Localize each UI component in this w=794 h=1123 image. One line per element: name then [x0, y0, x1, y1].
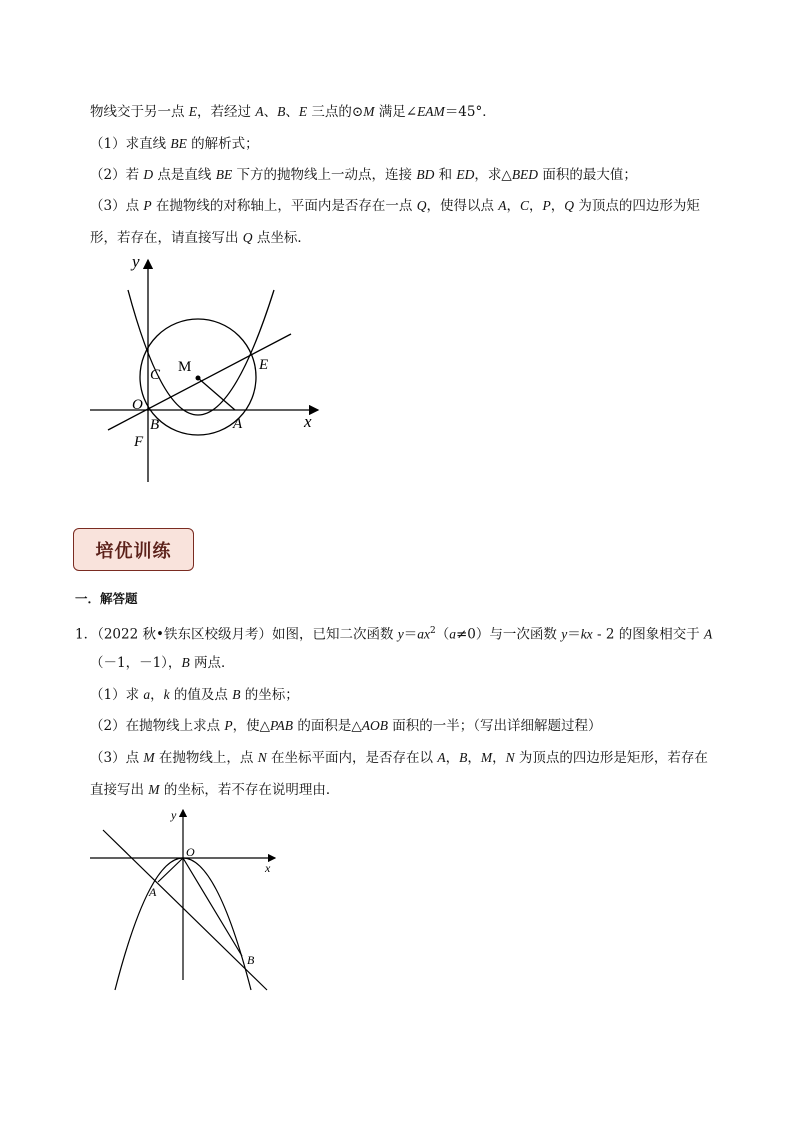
- prev-question-3: （3）点 P 在抛物线的对称轴上，平面内是否存在一点 Q，使得以点 A，C，P，Q 为顶点的四边形为矩: [90, 198, 700, 214]
- label-x: x: [304, 412, 312, 431]
- problem1-question-3: （3）点 M 在抛物线上，点 N 在坐标平面内，是否存在以 A，B，M，N 为顶点的四边形是矩形，若存在: [90, 750, 708, 766]
- label-c: C: [150, 367, 161, 383]
- problem1-question-3-cont: 直接写出 M 的坐标，若不存在说明理由．: [90, 782, 340, 798]
- prev-question-1: （1）求直线 BE 的解析式；: [90, 136, 259, 152]
- segment-ob: [183, 858, 242, 956]
- label-a: A: [149, 885, 157, 899]
- prev-question-2: （2）若 D 点是直线 BE 下方的抛物线上一动点，连接 BD 和 ED，求△BED 面积的最大值；: [90, 167, 637, 183]
- section-heading: 一．解答题: [75, 591, 138, 606]
- label-f: F: [134, 434, 144, 450]
- label-e: E: [259, 357, 269, 373]
- figure-circle-parabola: [80, 250, 340, 490]
- label-b: B: [150, 417, 160, 433]
- line-ab: [103, 830, 267, 990]
- label-x: x: [265, 861, 271, 875]
- problem1-line1: 1．（2022 秋•铁东区校级月考）如图，已知二次函数 $y=ax^2(a\ne 0)$与一次函数 y＝kx - 2 的图象相交于 A: [75, 626, 713, 643]
- line-be: [108, 334, 291, 430]
- label-y: y: [132, 252, 140, 271]
- label-y: y: [171, 808, 177, 822]
- prev-intro-line: 物线交于另一点 E，若经过 A、B、E 三点的⊙M 满足∠EAM＝45°．: [90, 104, 496, 120]
- section-badge-label: 培优训练: [95, 540, 172, 562]
- point-m: [196, 376, 201, 381]
- label-m: M: [178, 359, 192, 375]
- figure-parabola-line: [85, 805, 285, 1000]
- problem1-question-1: （1）求 a，k 的值及点 B 的坐标；: [90, 687, 299, 703]
- problem1-question-2: （2）在抛物线上求点 P，使△PAB 的面积是△AOB 面积的一半；（写出详细解题过程）: [90, 718, 602, 734]
- problem1-line2: （－1，－1），B 两点．: [90, 655, 235, 671]
- label-a: A: [233, 416, 243, 432]
- segment-ma: [198, 378, 235, 410]
- segment-oa: [158, 858, 183, 882]
- section-badge: [73, 528, 194, 571]
- prev-question-3-cont: 形，若存在，请直接写出 Q 点坐标．: [90, 230, 311, 246]
- label-o: O: [186, 845, 195, 859]
- label-b: B: [247, 953, 255, 967]
- label-o: O: [132, 397, 143, 413]
